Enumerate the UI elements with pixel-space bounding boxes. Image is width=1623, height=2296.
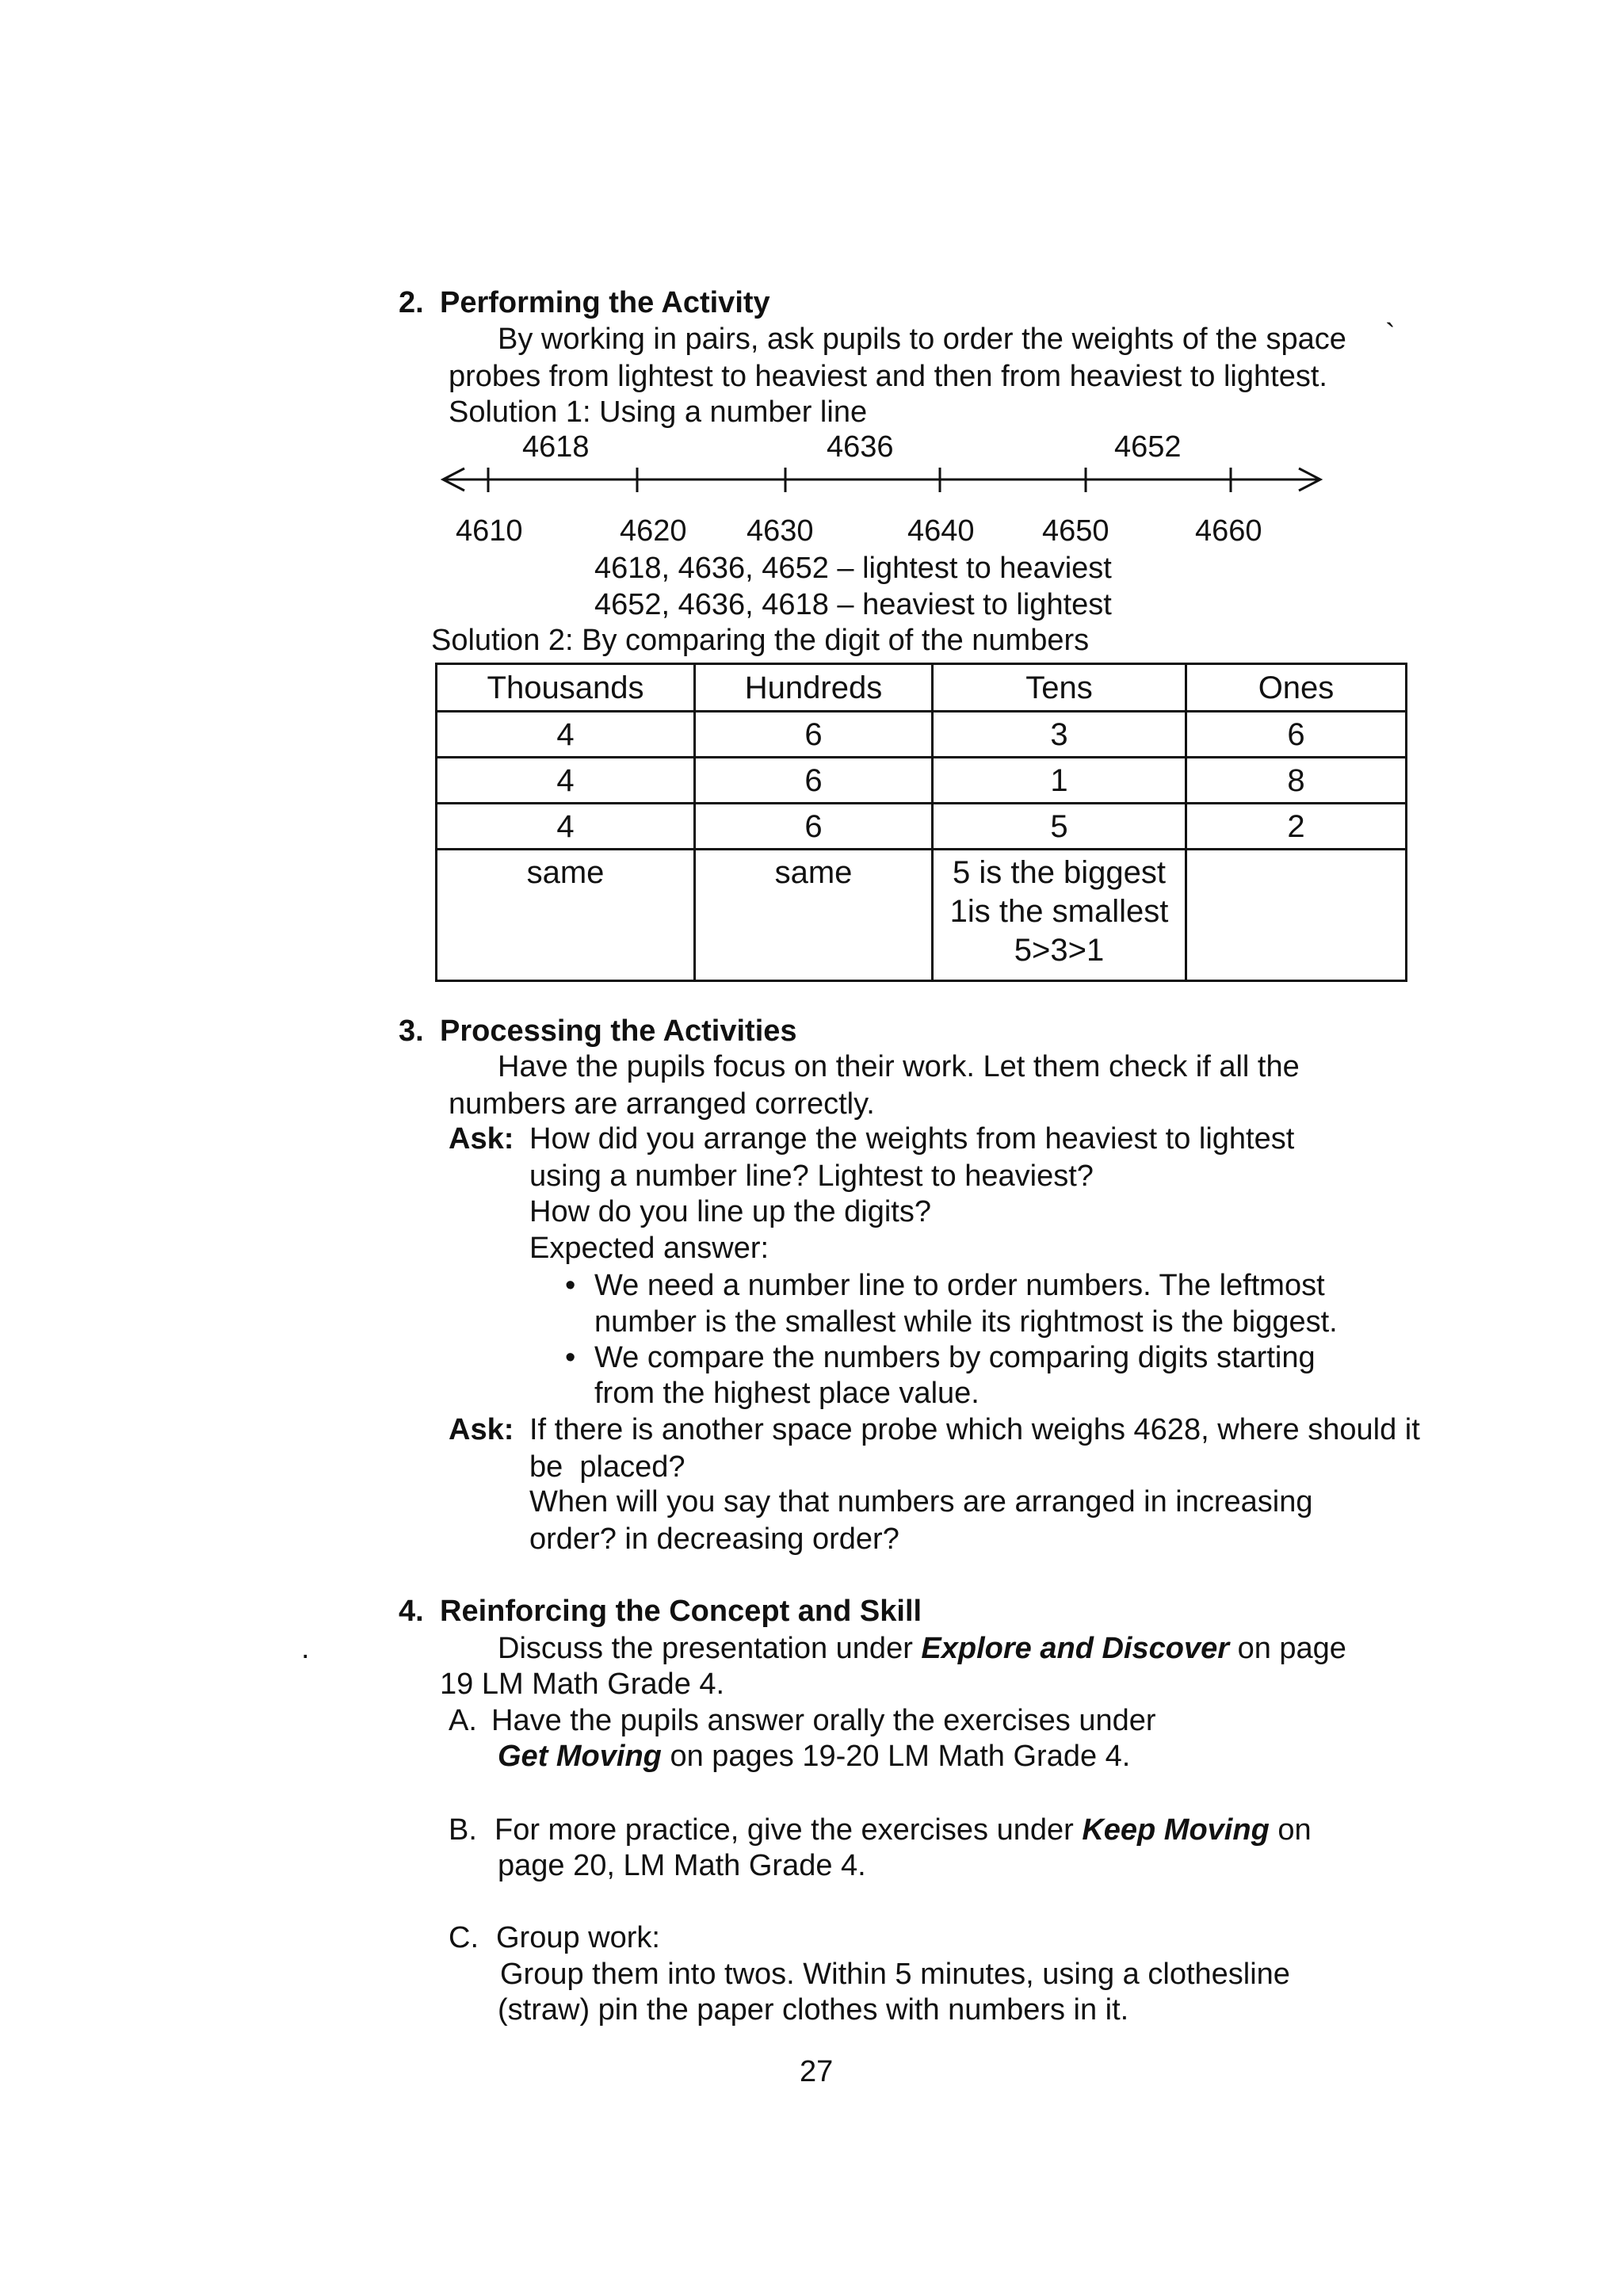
table-row	[437, 712, 1407, 758]
number-line	[428, 456, 1331, 503]
table-cell: 3	[933, 712, 1186, 758]
table-cell: 6	[695, 758, 933, 804]
section-2-paragraph-line: By working in pairs, ask pupils to order the weights of the space	[498, 323, 1346, 356]
bullet-text-line: We need a number line to order numbers. The leftmost	[594, 1269, 1325, 1302]
number-line-marked-value: 4652	[1114, 430, 1182, 464]
ask-label: Ask:	[449, 1122, 514, 1156]
solution-1-label: Solution 1: Using a number line	[449, 395, 868, 429]
section-3-title: Processing the Activities	[440, 1014, 797, 1048]
intro-text: Discuss the presentation under	[498, 1632, 922, 1665]
table-cell: 5	[933, 804, 1186, 850]
item-b-text-end: on	[1269, 1813, 1312, 1847]
comparison-tens-line: 5 is the biggest	[952, 855, 1167, 890]
section-2-title: Performing the Activity	[440, 286, 770, 319]
number-line-tick-label: 4630	[747, 514, 814, 548]
solution-2-label: Solution 2: By comparing the digit of the numbers	[431, 624, 1090, 657]
comparison-hundreds: same	[695, 850, 933, 981]
item-a-marker: A.	[449, 1704, 477, 1737]
table-row	[437, 804, 1407, 850]
comparison-tens-line: 5>3>1	[1014, 933, 1105, 968]
section-4-intro-line: 19 LM Math Grade 4.	[440, 1668, 725, 1701]
ask-line: be placed?	[529, 1450, 685, 1484]
order-heaviest-to-lightest: 4652, 4636, 4618 – heaviest to lightest	[594, 588, 1112, 621]
section-2-paragraph-line: probes from lightest to heaviest and then from heaviest to lightest.	[449, 360, 1327, 393]
header-tens: Tens	[933, 664, 1186, 712]
number-line-tick-label: 4620	[620, 514, 687, 548]
comparison-tens	[933, 850, 1186, 981]
header-ones: Ones	[1186, 664, 1407, 712]
number-line-marked-value: 4618	[522, 430, 590, 464]
section-3-paragraph-line: Have the pupils focus on their work. Let them check if all the	[498, 1050, 1300, 1083]
ask-line: When will you say that numbers are arranged in increasing	[529, 1485, 1313, 1519]
table-cell: 4	[437, 758, 695, 804]
comparison-thousands: same	[437, 850, 695, 981]
table-cell: 6	[1186, 712, 1407, 758]
ask-line: using a number line? Lightest to heaviest?	[529, 1159, 1094, 1193]
table-cell: 2	[1186, 804, 1407, 850]
comparison-row	[437, 850, 1407, 981]
ask-line: How do you line up the digits?	[529, 1195, 931, 1228]
table-cell: 6	[695, 804, 933, 850]
section-4-title: Reinforcing the Concept and Skill	[440, 1595, 922, 1628]
bullet-icon: •	[565, 1341, 576, 1374]
number-line-tick-label: 4640	[907, 514, 975, 548]
item-c-text: Group them into twos. Within 5 minutes, using a clothesline	[500, 1958, 1290, 1991]
table-cell: 1	[933, 758, 1186, 804]
bullet-text-line: We compare the numbers by comparing digits starting	[594, 1341, 1316, 1374]
table-cell: 4	[437, 804, 695, 850]
item-c-marker: C.	[449, 1921, 479, 1954]
item-a-text: Have the pupils answer orally the exercises under	[491, 1704, 1156, 1737]
expected-answer-label: Expected answer:	[529, 1232, 769, 1265]
number-line-tick-label: 4660	[1195, 514, 1262, 548]
ask-label: Ask:	[449, 1413, 514, 1446]
item-b-text	[495, 1812, 1312, 1848]
ask-line: order? in decreasing order?	[529, 1522, 899, 1556]
stray-dot-mark: .	[301, 1632, 310, 1665]
intro-text: on page	[1229, 1632, 1346, 1665]
item-a-text-rest: on pages 19-20 LM Math Grade 4.	[661, 1740, 1131, 1773]
section-3-paragraph-line: numbers are arranged correctly.	[449, 1087, 875, 1121]
place-value-table	[435, 663, 1407, 982]
number-line-marked-value: 4636	[827, 430, 894, 464]
ask-line: How did you arrange the weights from heaviest to lightest	[529, 1122, 1295, 1156]
section-3-number: 3.	[399, 1014, 424, 1048]
table-header-row	[437, 664, 1407, 712]
number-line-tick-label: 4610	[456, 514, 523, 548]
comparison-tens-line: 1is the smallest	[949, 894, 1169, 929]
item-b-marker: B.	[449, 1813, 477, 1847]
bullet-text-line: number is the smallest while its rightmost is the biggest.	[594, 1305, 1338, 1339]
get-moving-emphasis: Get Moving	[498, 1740, 662, 1773]
stray-backtick-mark: `	[1385, 319, 1396, 352]
explore-and-discover-emphasis: Explore and Discover	[921, 1632, 1230, 1665]
keep-moving-emphasis: Keep Moving	[1082, 1813, 1270, 1847]
order-lightest-to-heaviest: 4618, 4636, 4652 – lightest to heaviest	[594, 552, 1112, 585]
section-4-number: 4.	[399, 1595, 424, 1628]
number-line-tick-label: 4650	[1042, 514, 1109, 548]
table-cell: 4	[437, 712, 695, 758]
bullet-icon: •	[565, 1269, 576, 1302]
header-hundreds: Hundreds	[695, 664, 933, 712]
table-cell: 8	[1186, 758, 1407, 804]
table-row	[437, 758, 1407, 804]
page-number: 27	[800, 2055, 834, 2088]
item-a-text	[498, 1738, 1130, 1775]
ask-line: If there is another space probe which weighs 4628, where should it	[529, 1413, 1420, 1446]
header-thousands: Thousands	[437, 664, 695, 712]
table-cell: 6	[695, 712, 933, 758]
item-b-text: page 20, LM Math Grade 4.	[498, 1849, 866, 1882]
section-4-intro-line	[498, 1630, 1346, 1667]
bullet-text-line: from the highest place value.	[594, 1377, 980, 1410]
item-c-text: (straw) pin the paper clothes with numbers in it.	[498, 1993, 1129, 2027]
item-c-heading: Group work:	[496, 1921, 660, 1954]
comparison-ones	[1186, 850, 1407, 981]
item-b-text-start: For more practice, give the exercises under	[495, 1813, 1083, 1847]
section-2-number: 2.	[399, 286, 424, 319]
